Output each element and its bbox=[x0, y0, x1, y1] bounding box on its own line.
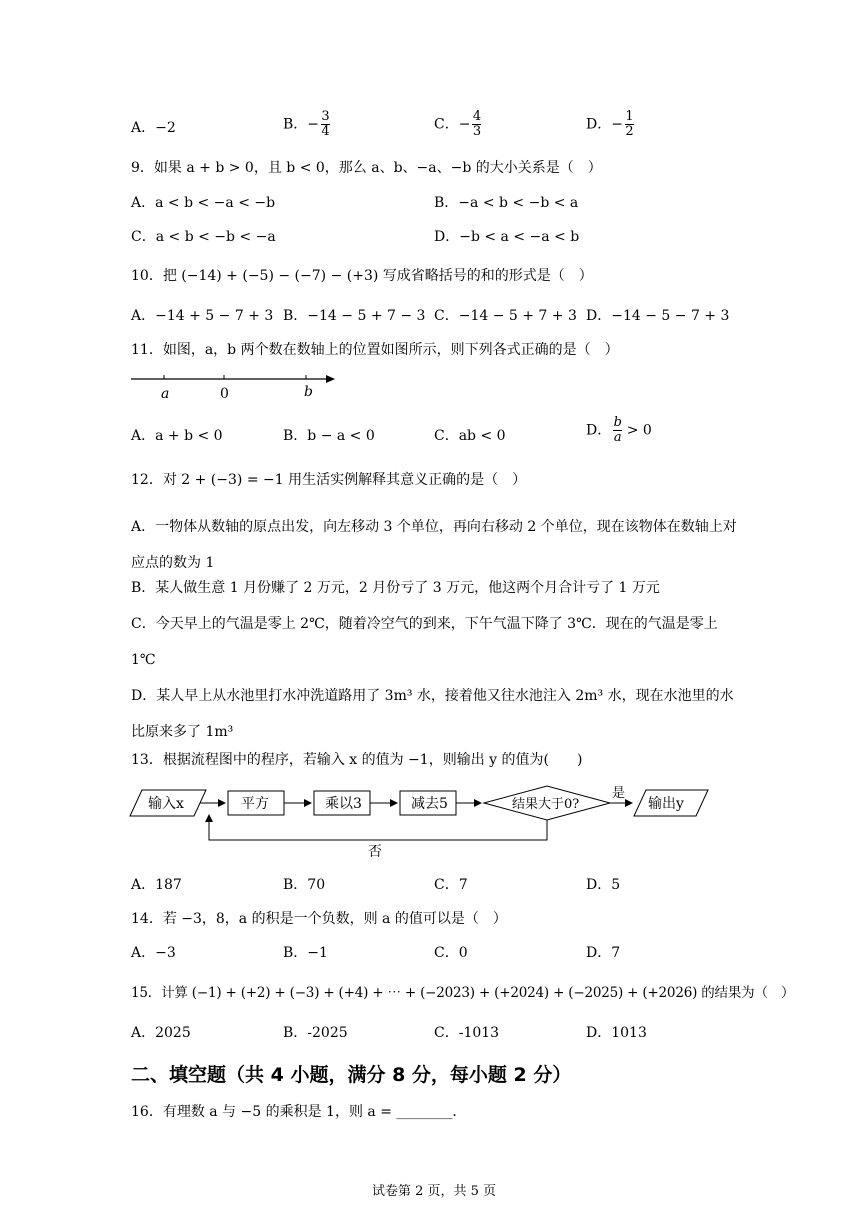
q11-option-d-fraction bbox=[613, 416, 622, 445]
q14-option-a: A．−3 bbox=[131, 945, 176, 961]
q11-option-d bbox=[586, 416, 652, 445]
q15-option-d: D．1013 bbox=[586, 1025, 647, 1041]
q8-option-b bbox=[283, 110, 330, 139]
flow-loop-arrow bbox=[205, 814, 213, 822]
q8-option-d-label: D．− bbox=[586, 116, 623, 133]
q14-option-b: B．−1 bbox=[283, 945, 328, 961]
flow-decision-label: 结果大于0? bbox=[512, 797, 580, 812]
fraction-denominator: a bbox=[613, 430, 622, 445]
q8-option-c-fraction bbox=[472, 110, 481, 139]
flow-yes-label: 是 bbox=[612, 786, 626, 801]
q11-option-d-tail: > 0 bbox=[626, 422, 652, 439]
fraction-denominator: 3 bbox=[472, 124, 482, 139]
flow-no-label: 否 bbox=[368, 844, 382, 860]
q13-stem: 13．根据流程图中的程序，若输入 x 的值为 −1，则输出 y 的值为( ) bbox=[131, 752, 583, 768]
flow-multiply-label: 乘以3 bbox=[325, 796, 362, 812]
q8-option-b-fraction bbox=[321, 110, 330, 139]
fraction-numerator: 1 bbox=[625, 109, 634, 124]
fraction-numerator: 4 bbox=[472, 109, 482, 124]
q11-option-c: C．ab < 0 bbox=[434, 428, 506, 444]
q9-option-d: D．−b < a < −a < b bbox=[434, 229, 580, 245]
q16-stem: 16．有理数 a 与 −5 的乘积是 1，则 a = ________． bbox=[131, 1104, 467, 1120]
q14-stem: 14．若 −3，8，a 的积是一个负数，则 a 的值可以是（ ） bbox=[131, 911, 507, 927]
q8-option-d-fraction bbox=[625, 110, 634, 139]
q13-option-b: B．70 bbox=[283, 877, 326, 893]
q12-option-a: A．一物体从数轴的原点出发，向左移动 3 个单位，再向右移动 2 个单位，现在该物体在数轴上对应点的数为 1 bbox=[131, 519, 737, 571]
q13-option-c: C．7 bbox=[434, 877, 468, 893]
flowchart-figure bbox=[128, 784, 718, 860]
q9-option-c: C．a < b < −b < −a bbox=[131, 229, 276, 245]
axis-label-0: 0 bbox=[220, 386, 229, 402]
flow-input-label: 输入x bbox=[148, 796, 184, 812]
flow-square-label: 平方 bbox=[241, 796, 269, 812]
q12-stem: 12．对 2 + (−3) = −1 用生活实例解释其意义正确的是（ ） bbox=[131, 472, 527, 488]
q11-option-d-label: D． bbox=[586, 422, 612, 439]
axis-label-a: a bbox=[161, 386, 170, 402]
q12-option-d: D．某人早上从水池里打水冲洗道路用了 3m³ 水，接着他又往水池注入 2m³ 水，现在水池里的水比原来多了 1m³ bbox=[131, 688, 734, 740]
number-line-arrow bbox=[326, 375, 335, 383]
section-2-heading: 二、填空题（共 4 小题，满分 8 分，每小题 2 分） bbox=[131, 1064, 572, 1086]
q10-option-d: D．−14 − 5 − 7 + 3 bbox=[586, 308, 730, 324]
q10-option-b: B．−14 − 5 + 7 − 3 bbox=[283, 308, 426, 324]
q10-option-c: C．−14 − 5 + 7 + 3 bbox=[434, 308, 577, 324]
axis-label-b: b bbox=[304, 384, 313, 400]
q8-option-b-label: B．− bbox=[283, 116, 320, 133]
q14-option-d: D．7 bbox=[586, 945, 621, 961]
q8-option-c bbox=[434, 110, 481, 139]
flow-loop-line bbox=[209, 818, 547, 840]
number-line-figure bbox=[128, 370, 343, 404]
fraction-numerator: b bbox=[613, 415, 622, 430]
q15-stem: 15．计算 (−1) + (+2) + (−3) + (+4) + ⋯ + (−2023) + (+2024) + (−2025) + (+2026) 的结果为（ ） bbox=[131, 985, 795, 1001]
q11-option-b: B．b − a < 0 bbox=[283, 428, 375, 444]
page-footer: 试卷第 2 页，共 5 页 bbox=[371, 1184, 497, 1199]
fraction-denominator: 4 bbox=[321, 124, 330, 139]
q12-option-c: C．今天早上的气温是零上 2℃，随着冷空气的到来，下午气温下降了 3℃．现在的气温是零上 1℃ bbox=[131, 616, 718, 668]
q15-option-a: A．2025 bbox=[131, 1025, 191, 1041]
q10-option-a: A．−14 + 5 − 7 + 3 bbox=[131, 308, 274, 324]
q9-option-a: A．a < b < −a < −b bbox=[131, 195, 276, 211]
q15-option-b: B．-2025 bbox=[283, 1025, 348, 1041]
q15-option-c: C．-1013 bbox=[434, 1025, 500, 1041]
q9-option-b: B．−a < b < −b < a bbox=[434, 195, 579, 211]
q10-stem: 10．把 (−14) + (−5) − (−7) − (+3) 写成省略括号的和的形式是（ ） bbox=[131, 268, 593, 284]
q8-option-c-label: C．− bbox=[434, 116, 471, 133]
q8-option-a: A．−2 bbox=[131, 120, 176, 136]
q14-option-c: C．0 bbox=[434, 945, 468, 961]
q8-option-d bbox=[586, 110, 634, 139]
q13-option-a: A．187 bbox=[131, 877, 182, 893]
q11-option-a: A．a + b < 0 bbox=[131, 428, 223, 444]
fraction-denominator: 2 bbox=[625, 124, 634, 139]
fraction-numerator: 3 bbox=[321, 109, 330, 124]
flow-output-label: 输出y bbox=[648, 796, 684, 812]
q13-option-d: D．5 bbox=[586, 877, 621, 893]
q11-stem: 11．如图，a，b 两个数在数轴上的位置如图所示，则下列各式正确的是（ ） bbox=[131, 342, 619, 358]
q12-option-b: B．某人做生意 1 月份赚了 2 万元，2 月份亏了 3 万元，他这两个月合计亏了 1 万元 bbox=[131, 580, 660, 596]
flow-subtract-label: 减去5 bbox=[411, 796, 448, 812]
q9-stem: 9．如果 a + b > 0，且 b < 0，那么 a、b、−a、−b 的大小关系是（ ） bbox=[131, 160, 602, 176]
